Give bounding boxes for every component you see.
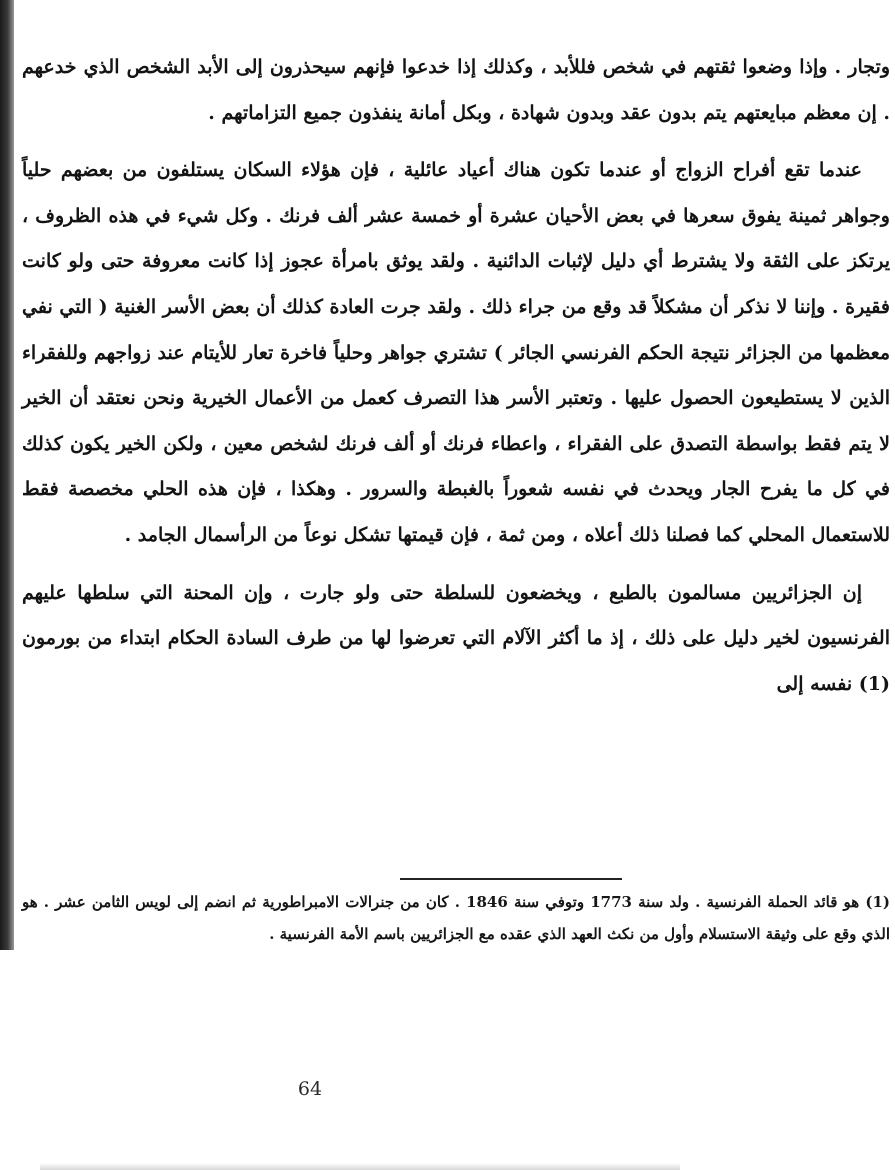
scan-shadow-edge	[0, 0, 14, 950]
body-text	[22, 45, 890, 707]
paragraph-2: عندما تقع أفراح الزواج أو عندما تكون هناك أعياد عائلية ، فإن هؤلاء السكان يستلفون من بعضهم حلياً وجواهر ثمينة يفوق سعرها في بعض الأحيان عشرة أو خمسة عشر ألف فرنك . وكل شيء في هذه الظروف ، يرتكز على الثقة ولا يشترط أي دليل لإثبات الدائنية . ولقد يوثق بامرأة عجوز إذا كانت معروفة حتى ولو كانت فقيرة . وإننا لا نذكر أن مشكلاً قد وقع من جراء ذلك . ولقد جرت العادة كذلك أن بعض الأسر الغنية ( التي نفي معظمها من الجزائر نتيجة الحكم الفرنسي الجائر ) تشتري جواهر وحلياً فاخرة تعار للأيتام عند زواجهم وللفقراء الذين لا يستطيعون الحصول عليها . وتعتبر الأسر هذا التصرف كعمل من الأعمال الخيرية ونحن نعتقد أن الخير لا يتم فقط بواسطة التصدق على الفقراء ، واعطاء فرنك أو ألف فرنك لشخص معين ، ولكن الخير يكون كذلك في كل ما يفرح الجار ويحدث في نفسه شعوراً بالغبطة والسرور . وهكذا ، فإن هذه الحلي مخصصة فقط للاستعمال المحلي كما فصلنا ذلك أعلاه ، ومن ثمة ، فإن قيمتها تشكل نوعاً من الرأسمال الجامد .	[22, 159, 890, 546]
footnote-separator	[400, 878, 622, 880]
page-number: 64	[297, 1078, 323, 1100]
scan-shadow-bottom	[40, 1163, 680, 1170]
paragraph-3: إن الجزائريين مسالمون بالطبع ، ويخضعون للسلطة حتى ولو جارت ، وإن المحنة التي سلطها عليهم الفرنسيون لخير دليل على ذلك ، إذ ما أكثر الآلام التي تعرضوا لها من طرف السادة الحكام ابتداء من بورمون (1) نفسه إلى	[22, 581, 890, 695]
footnote-1: (1) هو قائد الحملة الفرنسية . ولد سنة 1773 وتوفي سنة 1846 . كان من جنرالات الامبراطورية ثم انضم إلى لويس الثامن عشر . هو الذي وقع على وثيقة الاستسلام وأول من نكث العهد الذي عقده مع الجزائريين باسم الأمة الفرنسية .	[22, 893, 890, 943]
paragraph-1: وتجار . وإذا وضعوا ثقتهم في شخص فللأبد ، وكذلك إذا خدعوا فإنهم سيحذرون إلى الأبد الشخص الذي خدعهم . إن معظم مبايعتهم يتم بدون عقد وبدون شهادة ، وبكل أمانة ينفذون جميع التزاماتهم .	[22, 56, 890, 124]
footnote-block	[22, 886, 890, 950]
